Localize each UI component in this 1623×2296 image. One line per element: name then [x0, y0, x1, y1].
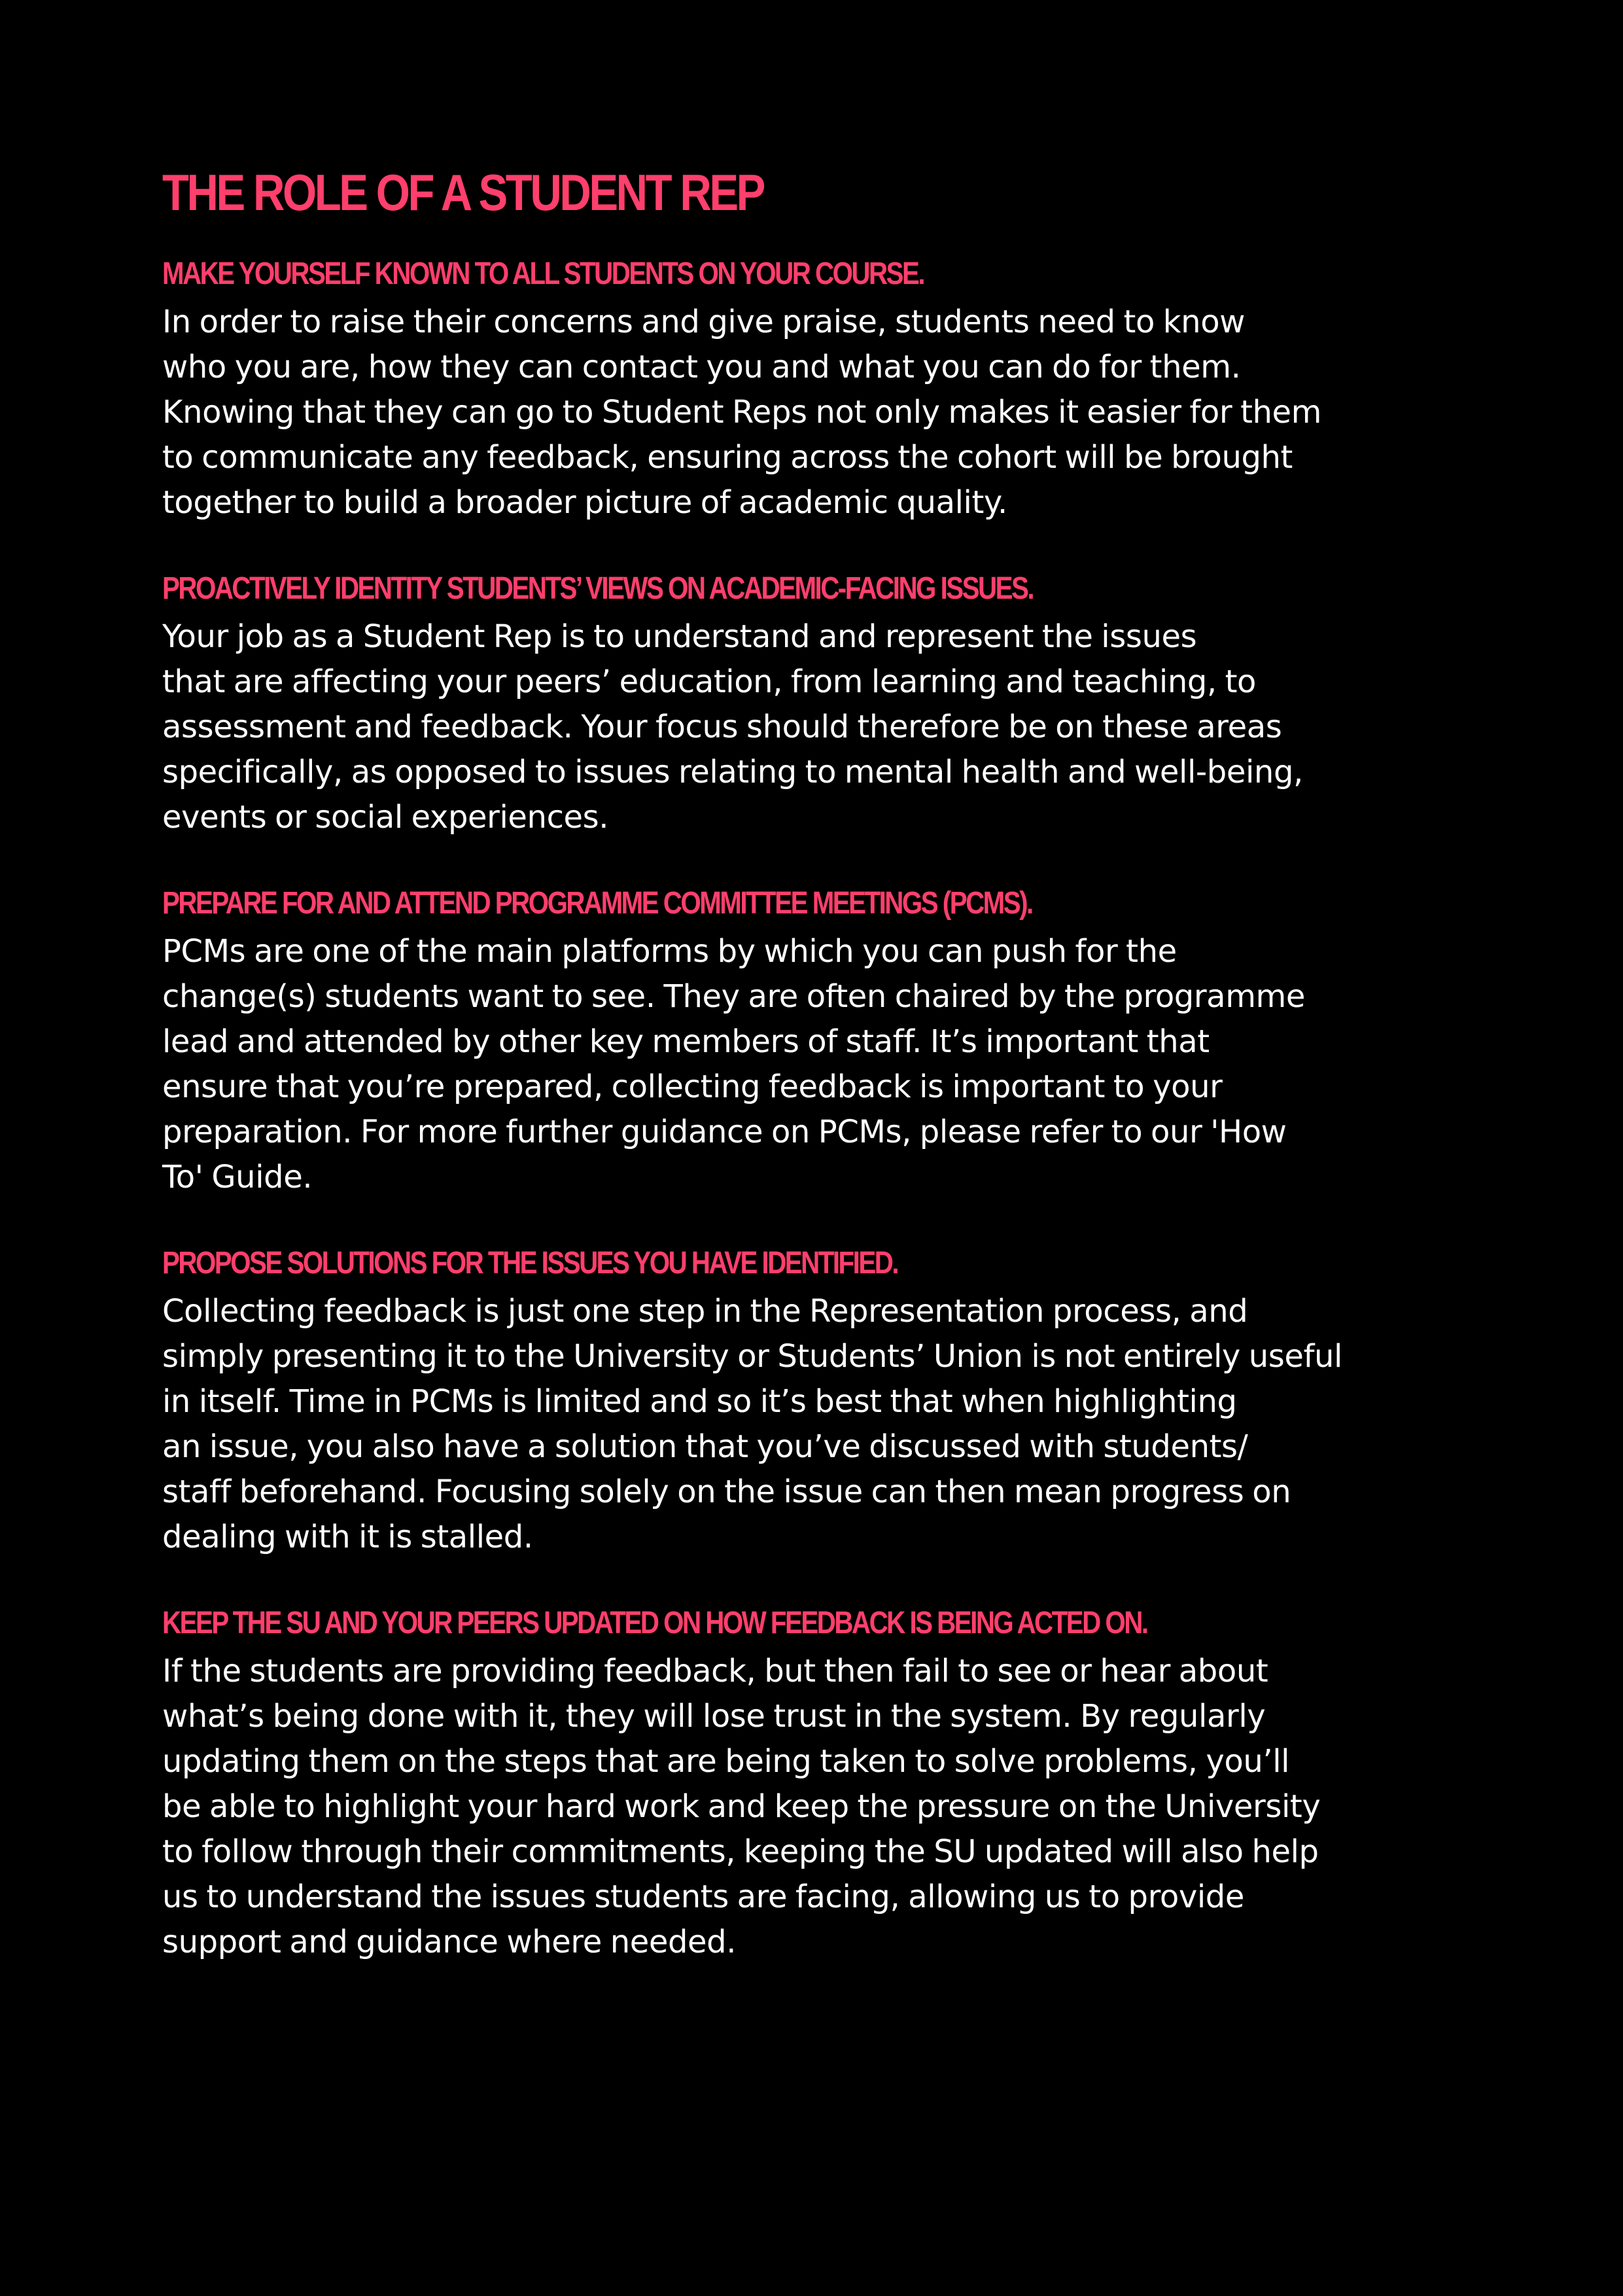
section-attend-pcms [162, 883, 1405, 1200]
section-body: Your job as a Student Rep is to understand and represent the issues that are affecting your peers’ education, from learning and teaching, to assessment and feedback. Your focus should therefore be on these areas specifically, as opposed to issues relating to mental health and well-being, events or social experiences. [162, 618, 1303, 836]
section-keep-updated [162, 1603, 1405, 1965]
page-title: THE ROLE OF A STUDENT REP [162, 164, 763, 221]
section-body: Collecting feedback is just one step in the Representation process, and simply presenting it to the University or Students’ Union is not entirely useful in itself. Time in PCMs is limited and so it’s best that when highlighting an issue, you also have a solution that you’ve discussed with students/ staff beforehand. Focusing solely on the issue can then mean progress on dealing with it is stalled. [162, 1293, 1342, 1555]
section-heading: MAKE YOURSELF KNOWN TO ALL STUDENTS ON YOUR COURSE. [162, 256, 924, 291]
section-heading: PROPOSE SOLUTIONS FOR THE ISSUES YOU HAVE IDENTIFIED. [162, 1246, 898, 1280]
section-identify-views [162, 569, 1405, 840]
section-body: PCMs are one of the main platforms by which you can push for the change(s) students want to see. They are often chaired by the programme lead and attended by other key members of staff. It’s important that ensure that you’re prepared, collecting feedback is important to your preparation. For more further guidance on PCMs, please refer to our 'How To' Guide. [162, 933, 1306, 1195]
page-content [162, 162, 1405, 1965]
section-body: In order to raise their concerns and give praise, students need to know who you are, how they can contact you and what you can do for them. Knowing that they can go to Student Reps not only makes it easier for them to communicate any feedback, ensuring across the cohort will be brought together to build a broader picture of academic quality. [162, 304, 1322, 521]
section-heading: KEEP THE SU AND YOUR PEERS UPDATED ON HOW FEEDBACK IS BEING ACTED ON. [162, 1606, 1147, 1640]
section-propose-solutions [162, 1243, 1405, 1560]
section-heading: PROACTIVELY IDENTITY STUDENTS’ VIEWS ON ACADEMIC-FACING ISSUES. [162, 571, 1034, 606]
section-body: If the students are providing feedback, but then fail to see or hear about what’s being done with it, they will lose trust in the system. By regularly updating them on the steps that are being taken to solve problems, you’ll be able to highlight your hard work and keep the pressure on the University to follow through their commitments, keeping the SU updated will also help us to understand the issues students are facing, allowing us to provide support and guidance where needed. [162, 1653, 1321, 1960]
section-make-yourself-known [162, 254, 1405, 525]
section-heading: PREPARE FOR AND ATTEND PROGRAMME COMMITTEE MEETINGS (PCMS). [162, 886, 1032, 921]
